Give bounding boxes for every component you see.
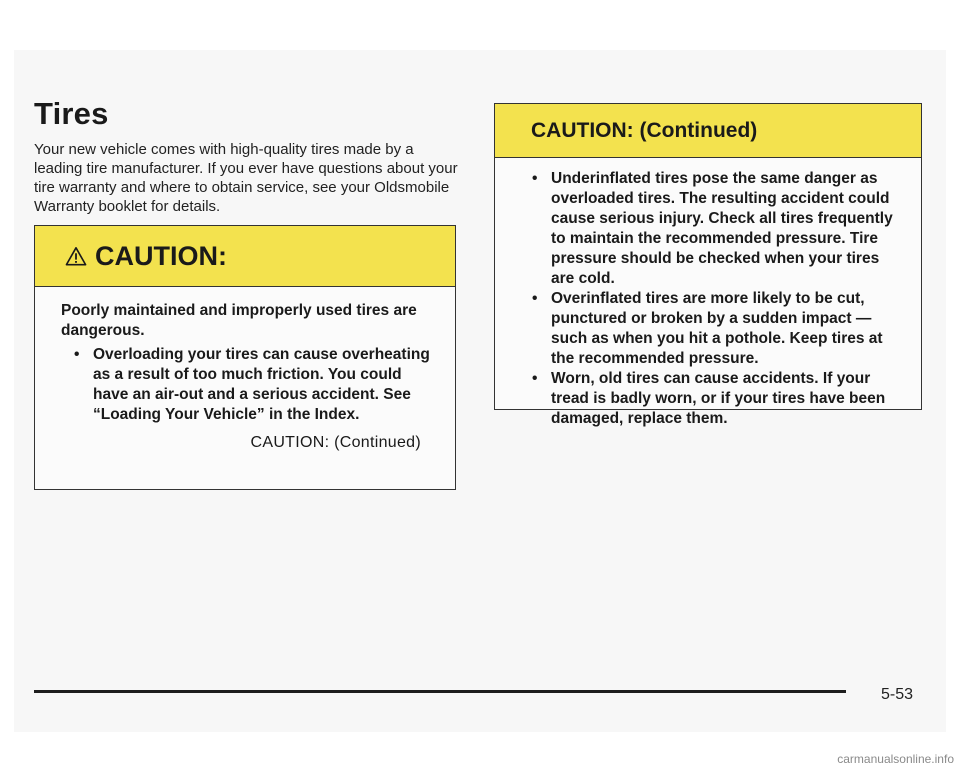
section-title: Tires (34, 96, 109, 131)
footer-rule (34, 690, 846, 693)
caution-bullet-list-2 (527, 169, 901, 429)
caution-header-1 (35, 226, 455, 287)
caution-header-2 (495, 104, 921, 158)
caution-body-2 (495, 158, 921, 429)
caution-bullet-list-1 (61, 345, 431, 425)
caution-header-continued-label: CAUTION: (Continued) (531, 118, 758, 142)
intro-paragraph: Your new vehicle comes with high-quality tires made by a leading tire manufacturer. If you ever have questions about your tire warranty and where to obtain service, see your Oldsmobile Warranty booklet for details. (34, 141, 458, 215)
caution-body-1 (35, 287, 455, 453)
caution-box-2 (494, 103, 922, 427)
caution-lead: Poorly maintained and improperly used tires are dangerous. (61, 302, 417, 339)
caution-continued-label: CAUTION: (Continued) (250, 434, 421, 451)
caution-bullet: • Worn, old tires can cause accidents. If your tread is badly worn, or if your tires have been damaged, replace them. (551, 369, 901, 429)
caution-header-label: CAUTION: (95, 240, 227, 271)
caution-bullet: • Overloading your tires can cause overheating as a result of too much friction. You could have an air-out and a serious accident. See “Loading Your Vehicle” in the Index. (93, 345, 431, 425)
site-watermark[interactable]: carmanualsonline.info (837, 752, 954, 766)
caution-box-1 (34, 225, 456, 490)
caution-bullet: • Underinflated tires pose the same danger as overloaded tires. The resulting accident could cause serious injury. Check all tires frequently to maintain the recommended pressure. Tire pressure should be checked when your tires are cold. (551, 169, 901, 289)
warning-triangle-icon (65, 246, 87, 266)
caution-bullet: • Overinflated tires are more likely to be cut, punctured or broken by a sudden impact — such as when you hit a pothole. Keep tires at the recommended pressure. (551, 289, 901, 369)
page-number: 5-53 (881, 686, 914, 703)
